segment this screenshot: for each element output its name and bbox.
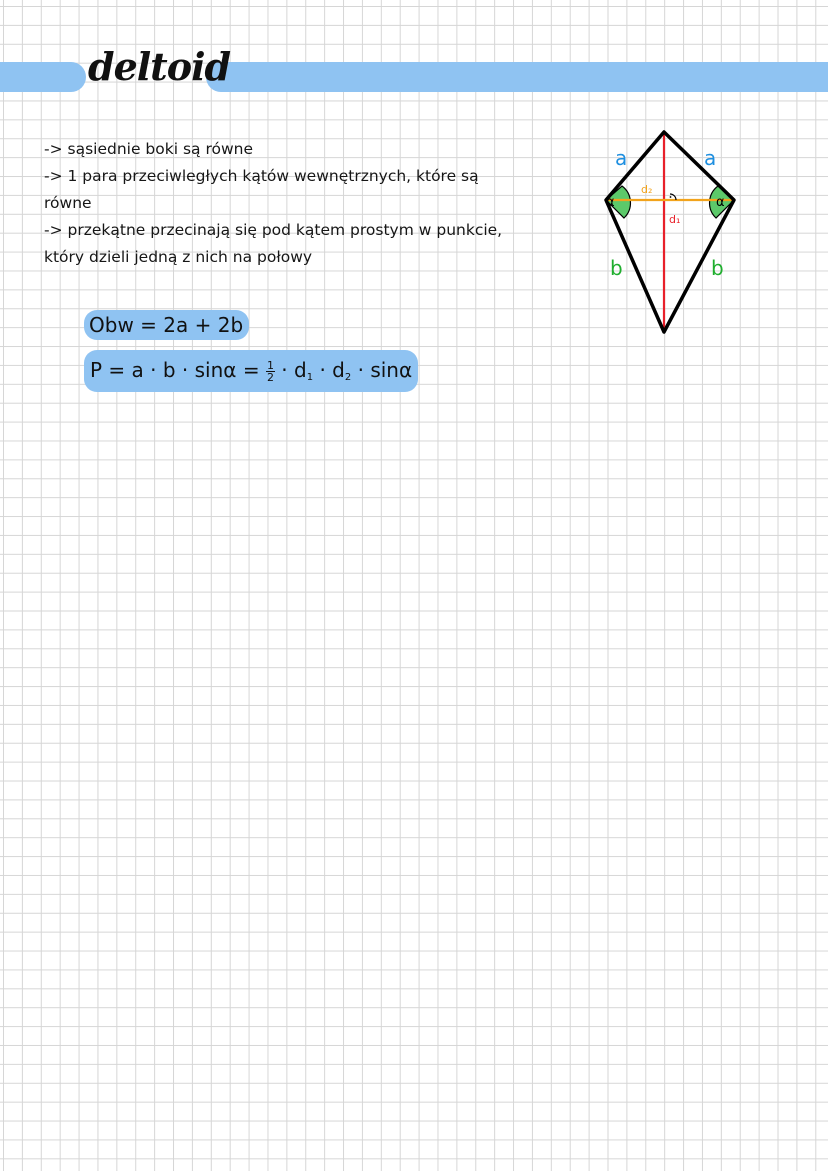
property-notes <box>44 136 524 271</box>
fraction-numerator: 1 <box>266 359 274 372</box>
one-half-fraction <box>266 360 275 383</box>
label-angle-left: α <box>606 195 615 210</box>
area-formula-part1: P = a · b · sinα = <box>90 358 266 382</box>
title-highlight-right <box>206 62 828 92</box>
area-formula-part3: · d <box>313 358 345 382</box>
label-side-a-left: a <box>615 146 628 170</box>
label-angle-right: α <box>716 195 725 210</box>
note-equal-angles: -> 1 para przeciwległych kątów wewnętrznych, które są równe <box>44 167 479 212</box>
label-side-b-right: b <box>711 256 724 280</box>
perimeter-formula: Obw = 2a + 2b <box>84 310 249 340</box>
label-side-b-left: b <box>610 256 623 280</box>
area-formula-part4: · sinα <box>351 358 413 382</box>
fraction-denominator: 2 <box>266 371 274 384</box>
note-perpendicular-diagonals: -> przekątne przecinają się pod kątem prostym w punkcie, który dzieli jedną z nich na połowy <box>44 221 503 266</box>
label-diagonal-d1: d₁ <box>669 213 681 226</box>
label-diagonal-d2: d₂ <box>641 183 653 196</box>
area-formula-part2: · d <box>274 358 307 382</box>
title-highlight-left <box>0 62 86 92</box>
area-formula <box>84 350 418 392</box>
note-adjacent-sides: -> sąsiednie boki są równe <box>44 140 254 158</box>
kite-diagram <box>590 120 750 350</box>
label-side-a-right: a <box>704 146 717 170</box>
page-title: deltoid <box>88 44 231 89</box>
right-angle-dot <box>670 196 672 198</box>
d2-subscript: 2 <box>344 372 352 383</box>
d1-subscript: 1 <box>306 372 314 383</box>
